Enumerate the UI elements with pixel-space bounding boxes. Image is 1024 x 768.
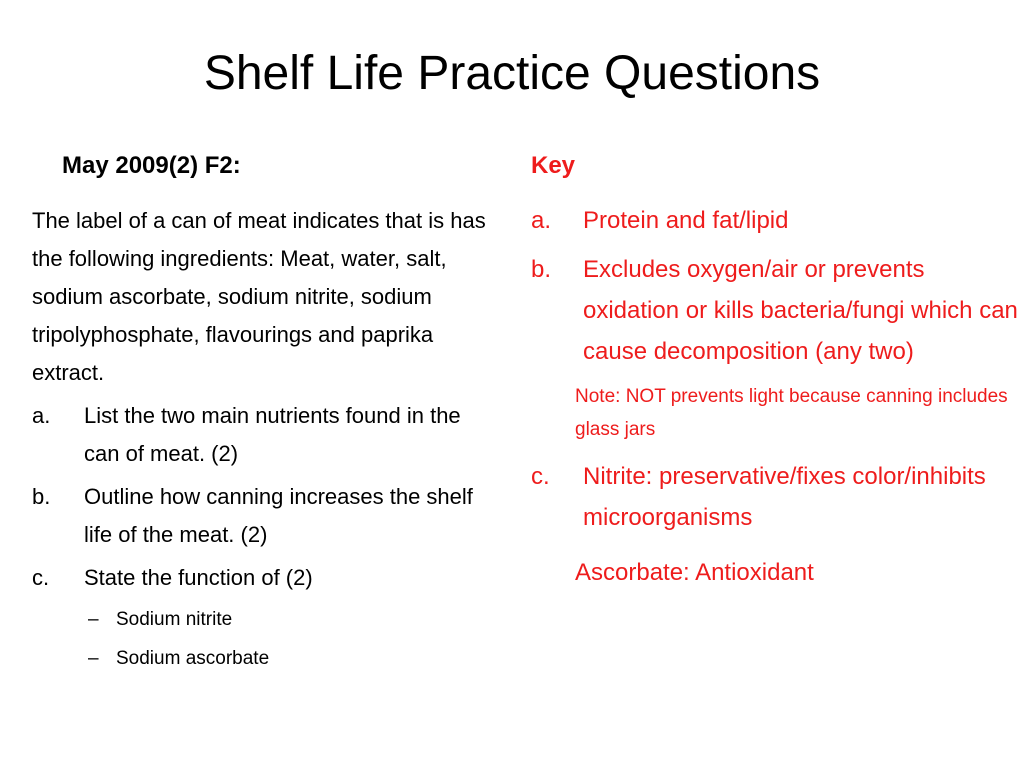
key-heading: Key (531, 152, 576, 179)
question-text: State the function of (2) (84, 565, 313, 590)
list-marker: a. (32, 403, 51, 428)
list-marker: c. (32, 565, 50, 590)
question-text: Outline how canning increases the shelf life of the meat. (2) (84, 484, 473, 547)
answer-item-b (531, 249, 1021, 372)
answer-extra: Ascorbate: Antioxidant (575, 559, 814, 586)
answer-list-c (531, 456, 1021, 538)
function-sub-list (32, 603, 502, 675)
question-item-a (32, 397, 502, 473)
list-marker: c. (531, 463, 550, 490)
answer-item-a (531, 200, 1021, 241)
sub-item-text: Sodium nitrite (116, 609, 233, 630)
answer-text: Nitrite: preservative/fixes color/inhibits microorganisms (583, 463, 986, 531)
slide-title: Shelf Life Practice Questions (203, 47, 821, 100)
question-heading: May 2009(2) F2: (62, 152, 241, 179)
dash-marker: – (88, 648, 99, 669)
answer-text: Excludes oxygen/air or prevents oxidation or kills bacteria/fungi which can cause decomposition (any two) (583, 256, 1018, 365)
sub-item-sodium-nitrite (32, 603, 502, 636)
dash-marker: – (88, 609, 99, 630)
list-marker: b. (32, 484, 51, 509)
question-item-c (32, 559, 502, 597)
question-column (32, 150, 502, 675)
question-item-b (32, 478, 502, 554)
list-marker: a. (531, 207, 552, 234)
sub-item-sodium-ascorbate (32, 642, 502, 675)
question-list (32, 397, 502, 597)
answer-item-c (531, 456, 1021, 538)
question-intro: The label of a can of meat indicates that is has the following ingredients: Meat, water, salt, sodium ascorbate, sodium nitrite, sodium tripolyphosphate, flavourings and paprika extract. (32, 208, 486, 385)
sub-item-text: Sodium ascorbate (116, 648, 270, 669)
answer-key-column (531, 150, 1021, 593)
answer-note: Note: NOT prevents light because canning includes glass jars (575, 386, 1008, 440)
answer-text: Protein and fat/lipid (583, 207, 789, 234)
question-text: List the two main nutrients found in the can of meat. (2) (84, 403, 461, 466)
answer-list (531, 200, 1021, 372)
list-marker: b. (531, 256, 552, 283)
